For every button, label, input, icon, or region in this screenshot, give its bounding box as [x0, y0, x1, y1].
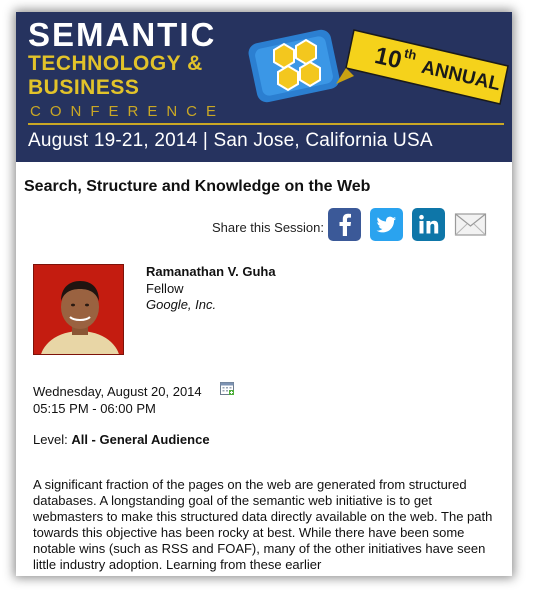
ribbon-ordinal: 10 [372, 42, 405, 75]
conference-logo-icon [244, 28, 344, 104]
session-title: Search, Structure and Knowledge on the Web [24, 178, 371, 195]
share-label: Share this Session: [212, 220, 325, 235]
level-value: All - General Audience [71, 432, 210, 447]
speaker-role: Fellow [146, 281, 184, 296]
ribbon-word: ANNUAL [419, 56, 503, 96]
banner-divider [28, 123, 504, 125]
banner-title-technology: TECHNOLOGY & [28, 52, 203, 75]
anniversary-ribbon [334, 26, 512, 108]
banner-dates-location: August 19-21, 2014 | San Jose, California USA [28, 130, 433, 151]
session-time: 05:15 PM - 06:00 PM [33, 401, 156, 416]
banner-title-conference: CONFERENCE [30, 103, 226, 120]
linkedin-icon[interactable] [412, 208, 445, 241]
speaker-name: Ramanathan V. Guha [146, 264, 276, 279]
speaker-photo [33, 264, 124, 355]
session-description: A significant fraction of the pages on the web are generated from structured databases. A longstanding goal of the semantic web initiative is to get webmasters to make this structured data directly available on the web. The path towards this objective has been rocky at best. While there have been some notable wins (such as RSS and FOAF), many of the other initiatives have seen little industry adoption. Learning from these earlier [33, 477, 493, 572]
speaker-portrait-icon [34, 265, 124, 355]
banner-title-business: BUSINESS [28, 76, 140, 99]
session-date: Wednesday, August 20, 2014 [33, 384, 202, 399]
speaker-org: Google, Inc. [146, 297, 217, 312]
session-level [33, 432, 210, 447]
ribbon-ordinal-suffix: th [402, 45, 419, 63]
conference-banner[interactable] [16, 12, 512, 162]
email-icon[interactable] [454, 208, 487, 241]
session-page [16, 12, 512, 576]
facebook-icon[interactable] [328, 208, 361, 241]
banner-title-semantic: SEMANTIC [28, 16, 217, 53]
twitter-icon[interactable] [370, 208, 403, 241]
level-label: Level: [33, 432, 68, 447]
add-to-calendar-icon[interactable] [220, 381, 235, 396]
